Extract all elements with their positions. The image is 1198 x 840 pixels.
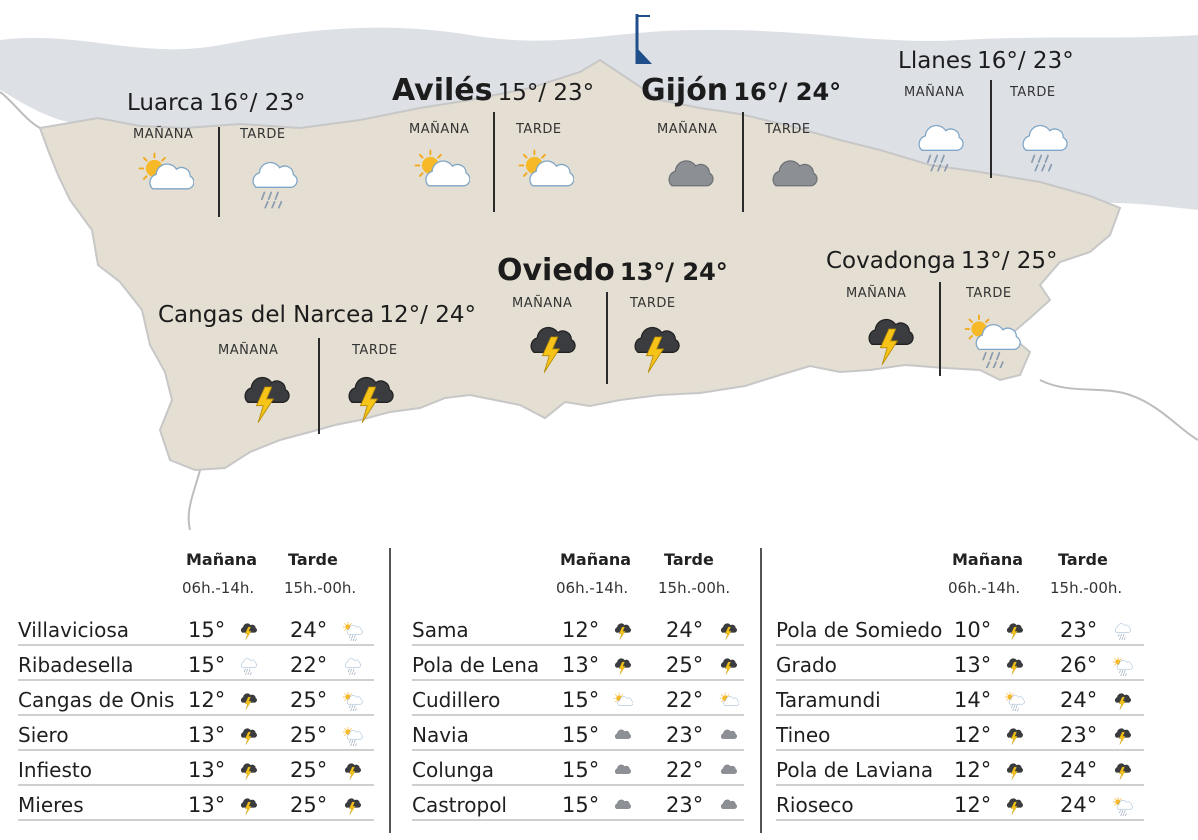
header-afternoon-hours: 15h.-00h. [1050, 579, 1123, 597]
table-row [776, 647, 1144, 681]
table-row [412, 752, 744, 786]
temp-min: 15° [562, 723, 600, 747]
storm-icon [1004, 726, 1025, 746]
divider [218, 127, 220, 217]
table-row [776, 752, 1144, 786]
sun-cloud-icon [718, 691, 739, 711]
temp-max: 23° [666, 723, 704, 747]
header-morning-hours: 06h.-14h. [182, 579, 255, 597]
city-covadonga [826, 248, 1057, 274]
temp-max: 24° [1060, 793, 1098, 817]
temp-min: 12° [954, 723, 992, 747]
label-morning: MAÑANA [218, 343, 279, 358]
label-morning: MAÑANA [904, 85, 965, 100]
place-name: Ribadesella [18, 653, 134, 677]
header-afternoon-hours: 15h.-00h. [658, 579, 731, 597]
pm-icon [1112, 796, 1133, 820]
table-row [412, 647, 744, 681]
am-icon [612, 656, 633, 680]
place-name: Grado [776, 653, 837, 677]
row-separator [776, 819, 1144, 821]
row-separator [412, 679, 744, 681]
label-afternoon: TARDE [516, 122, 562, 137]
city-name: Oviedo [497, 253, 615, 288]
sun-cloud-icon [514, 145, 574, 201]
storm-icon [238, 796, 259, 816]
place-name: Navia [412, 723, 469, 747]
temp-min: 15° [188, 618, 226, 642]
pm-icon [718, 691, 739, 715]
pm-icon [718, 621, 739, 645]
city-temps: 13°/ 25° [960, 248, 1058, 274]
pm-icon [342, 691, 363, 715]
temp-min: 13° [188, 723, 226, 747]
header-afternoon: Tarde [664, 550, 714, 569]
temp-max: 22° [290, 653, 328, 677]
temp-max: 25° [290, 723, 328, 747]
sun-rain-icon [1112, 796, 1133, 816]
storm-icon [522, 320, 582, 376]
rain-icon [1014, 118, 1074, 174]
weather-icon [626, 320, 686, 380]
temp-max: 25° [666, 653, 704, 677]
temp-min: 13° [188, 793, 226, 817]
sun-cloud-icon [410, 145, 470, 201]
temp-min: 12° [562, 618, 600, 642]
am-icon [238, 656, 259, 680]
temp-max: 22° [666, 688, 704, 712]
weather-icon [340, 370, 400, 430]
am-icon [612, 726, 633, 750]
weather-icon [244, 155, 304, 215]
table-row [412, 717, 744, 751]
storm-icon [342, 761, 363, 781]
storm-icon [238, 726, 259, 746]
city-temps: 15°/ 23° [497, 80, 595, 106]
temp-min: 12° [954, 758, 992, 782]
label-morning: MAÑANA [409, 122, 470, 137]
storm-icon [1004, 761, 1025, 781]
temp-max: 25° [290, 793, 328, 817]
storm-icon [238, 621, 259, 641]
weather-icon [522, 320, 582, 380]
sun-rain-icon [1112, 656, 1133, 676]
place-name: Villaviciosa [18, 618, 130, 642]
temp-min: 15° [562, 793, 600, 817]
storm-icon [238, 691, 259, 711]
temp-max: 25° [290, 758, 328, 782]
temp-max: 25° [290, 688, 328, 712]
pm-icon [1112, 726, 1133, 750]
cloudy-icon [718, 726, 739, 746]
rain-icon [244, 155, 304, 211]
city-temps: 13°/ 24° [619, 258, 728, 286]
table-row [776, 787, 1144, 821]
cloudy-icon [718, 761, 739, 781]
header-morning: Mañana [186, 550, 258, 569]
temp-min: 12° [954, 793, 992, 817]
sun-rain-icon [962, 312, 1022, 368]
row-separator [412, 784, 744, 786]
city-oviedo [497, 253, 728, 288]
am-icon [238, 691, 259, 715]
table-row [776, 682, 1144, 716]
table-row [18, 717, 374, 751]
storm-icon [1112, 691, 1133, 711]
boundary-east [1040, 380, 1198, 440]
sun-cloud-icon [612, 691, 633, 711]
pm-icon [1112, 656, 1133, 680]
city-temps: 12°/ 24° [379, 302, 476, 328]
table-row [412, 787, 744, 821]
city-temps: 16°/ 23° [208, 90, 306, 116]
row-separator [412, 749, 744, 751]
place-name: Rioseco [776, 793, 854, 817]
column-divider [389, 548, 391, 833]
pm-icon [342, 796, 363, 820]
storm-icon [612, 621, 633, 641]
row-separator [18, 714, 374, 716]
city-name: Luarca [127, 90, 204, 116]
city-cangas-del-narcea [158, 302, 476, 328]
row-separator [776, 784, 1144, 786]
am-icon [1004, 761, 1025, 785]
cloudy-icon [612, 796, 633, 816]
city-name: Cangas del Narcea [158, 302, 375, 328]
row-separator [776, 714, 1144, 716]
city-aviles [392, 73, 594, 108]
temp-min: 10° [954, 618, 992, 642]
cloudy-icon [660, 150, 720, 206]
sun-rain-icon [1004, 691, 1025, 711]
row-separator [412, 819, 744, 821]
temp-min: 15° [188, 653, 226, 677]
label-afternoon: TARDE [630, 296, 676, 311]
row-separator [18, 749, 374, 751]
cloudy-icon [612, 761, 633, 781]
row-separator [18, 679, 374, 681]
storm-icon [612, 656, 633, 676]
storm-icon [236, 370, 296, 426]
place-name: Sama [412, 618, 469, 642]
temp-max: 26° [1060, 653, 1098, 677]
am-icon [612, 621, 633, 645]
pm-icon [342, 761, 363, 785]
am-icon [612, 761, 633, 785]
pm-icon [1112, 691, 1133, 715]
am-icon [1004, 726, 1025, 750]
city-name: Gijón [641, 73, 729, 108]
city-gijon [641, 73, 841, 108]
place-name: Pola de Laviana [776, 758, 934, 782]
storm-icon [1004, 796, 1025, 816]
pm-icon [718, 796, 739, 820]
header-morning-hours: 06h.-14h. [948, 579, 1021, 597]
city-temps: 16°/ 23° [977, 48, 1074, 74]
row-separator [776, 749, 1144, 751]
weather-icon [660, 150, 720, 210]
pm-icon [342, 621, 363, 645]
weather-icon [514, 145, 574, 205]
place-name: Colunga [412, 758, 495, 782]
pm-icon [342, 726, 363, 750]
label-morning: MAÑANA [512, 296, 573, 311]
header-morning-hours: 06h.-14h. [556, 579, 629, 597]
temp-min: 13° [562, 653, 600, 677]
header-afternoon: Tarde [1058, 550, 1108, 569]
boundary-south [189, 470, 200, 530]
divider [939, 282, 941, 376]
place-name: Infiesto [18, 758, 92, 782]
place-name: Siero [18, 723, 69, 747]
row-separator [18, 819, 374, 821]
storm-icon [1112, 761, 1133, 781]
am-icon [612, 691, 633, 715]
storm-icon [718, 621, 739, 641]
sun-rain-icon [342, 621, 363, 641]
divider [990, 80, 992, 178]
storm-icon [718, 656, 739, 676]
city-name: Covadonga [826, 248, 956, 274]
am-icon [238, 726, 259, 750]
storm-icon [342, 796, 363, 816]
label-morning: MAÑANA [657, 122, 718, 137]
am-icon [1004, 656, 1025, 680]
table-row [776, 717, 1144, 751]
weather-icon [236, 370, 296, 430]
place-name: Taramundi [776, 688, 881, 712]
row-separator [776, 644, 1144, 646]
temp-max: 23° [1060, 723, 1098, 747]
storm-icon [238, 761, 259, 781]
pm-icon [1112, 621, 1133, 645]
cloudy-icon [718, 796, 739, 816]
rain-icon [910, 118, 970, 174]
temp-max: 23° [666, 793, 704, 817]
temp-max: 22° [666, 758, 704, 782]
storm-icon [626, 320, 686, 376]
place-name: Pola de Somiedo [776, 618, 943, 642]
label-afternoon: TARDE [765, 122, 811, 137]
storm-icon [1112, 726, 1133, 746]
storm-icon [340, 370, 400, 426]
pm-icon [718, 656, 739, 680]
rain-icon [342, 656, 363, 676]
row-separator [412, 714, 744, 716]
am-icon [1004, 796, 1025, 820]
pm-icon [342, 656, 363, 680]
temp-max: 24° [290, 618, 328, 642]
divider [493, 112, 495, 212]
am-icon [238, 761, 259, 785]
temp-min: 14° [954, 688, 992, 712]
place-name: Tineo [776, 723, 831, 747]
sun-cloud-icon [134, 148, 194, 204]
table-row [776, 612, 1144, 646]
temp-min: 12° [188, 688, 226, 712]
divider [606, 292, 608, 384]
city-name: Avilés [392, 73, 493, 108]
label-morning: MAÑANA [133, 127, 194, 142]
weather-icon [410, 145, 470, 205]
header-morning: Mañana [952, 550, 1024, 569]
row-separator [776, 679, 1144, 681]
table-row [18, 647, 374, 681]
pm-icon [718, 761, 739, 785]
row-separator [18, 644, 374, 646]
place-name: Cangas de Onis [18, 688, 175, 712]
city-llanes [898, 48, 1074, 74]
label-morning: MAÑANA [846, 286, 907, 301]
place-name: Mieres [18, 793, 84, 817]
rain-icon [1112, 621, 1133, 641]
city-temps: 16°/ 24° [733, 78, 842, 106]
pm-icon [1112, 761, 1133, 785]
row-separator [18, 784, 374, 786]
storm-icon [860, 312, 920, 368]
storm-icon [1004, 621, 1025, 641]
am-icon [1004, 621, 1025, 645]
am-icon [1004, 691, 1025, 715]
table-row [18, 752, 374, 786]
table-row [18, 612, 374, 646]
temp-min: 13° [188, 758, 226, 782]
cloudy-icon [764, 150, 824, 206]
place-name: Pola de Lena [412, 653, 540, 677]
weather-icon [910, 118, 970, 178]
temp-min: 15° [562, 758, 600, 782]
table-row [18, 787, 374, 821]
am-icon [612, 796, 633, 820]
header-morning: Mañana [560, 550, 632, 569]
label-afternoon: TARDE [1010, 85, 1056, 100]
weather-icon [1014, 118, 1074, 178]
weather-icon [962, 312, 1022, 372]
cloudy-icon [612, 726, 633, 746]
table-row [18, 682, 374, 716]
am-icon [238, 621, 259, 645]
header-afternoon: Tarde [288, 550, 338, 569]
place-name: Cudillero [412, 688, 501, 712]
row-separator [412, 644, 744, 646]
temp-max: 24° [666, 618, 704, 642]
divider [742, 112, 744, 212]
storm-icon [1004, 656, 1025, 676]
weather-icon [860, 312, 920, 372]
temp-max: 23° [1060, 618, 1098, 642]
divider [318, 338, 320, 434]
label-afternoon: TARDE [352, 343, 398, 358]
column-divider [760, 548, 762, 833]
sun-rain-icon [342, 726, 363, 746]
temp-min: 13° [954, 653, 992, 677]
temp-min: 15° [562, 688, 600, 712]
label-afternoon: TARDE [966, 286, 1012, 301]
place-name: Castropol [412, 793, 507, 817]
table-row [412, 612, 744, 646]
pm-icon [718, 726, 739, 750]
label-afternoon: TARDE [240, 127, 286, 142]
rain-icon [238, 656, 259, 676]
city-luarca [127, 90, 305, 116]
sun-rain-icon [342, 691, 363, 711]
temp-max: 24° [1060, 758, 1098, 782]
city-name: Llanes [898, 48, 973, 74]
am-icon [238, 796, 259, 820]
weather-icon [764, 150, 824, 210]
header-afternoon-hours: 15h.-00h. [284, 579, 357, 597]
table-row [412, 682, 744, 716]
temp-max: 24° [1060, 688, 1098, 712]
weather-icon [134, 148, 194, 208]
